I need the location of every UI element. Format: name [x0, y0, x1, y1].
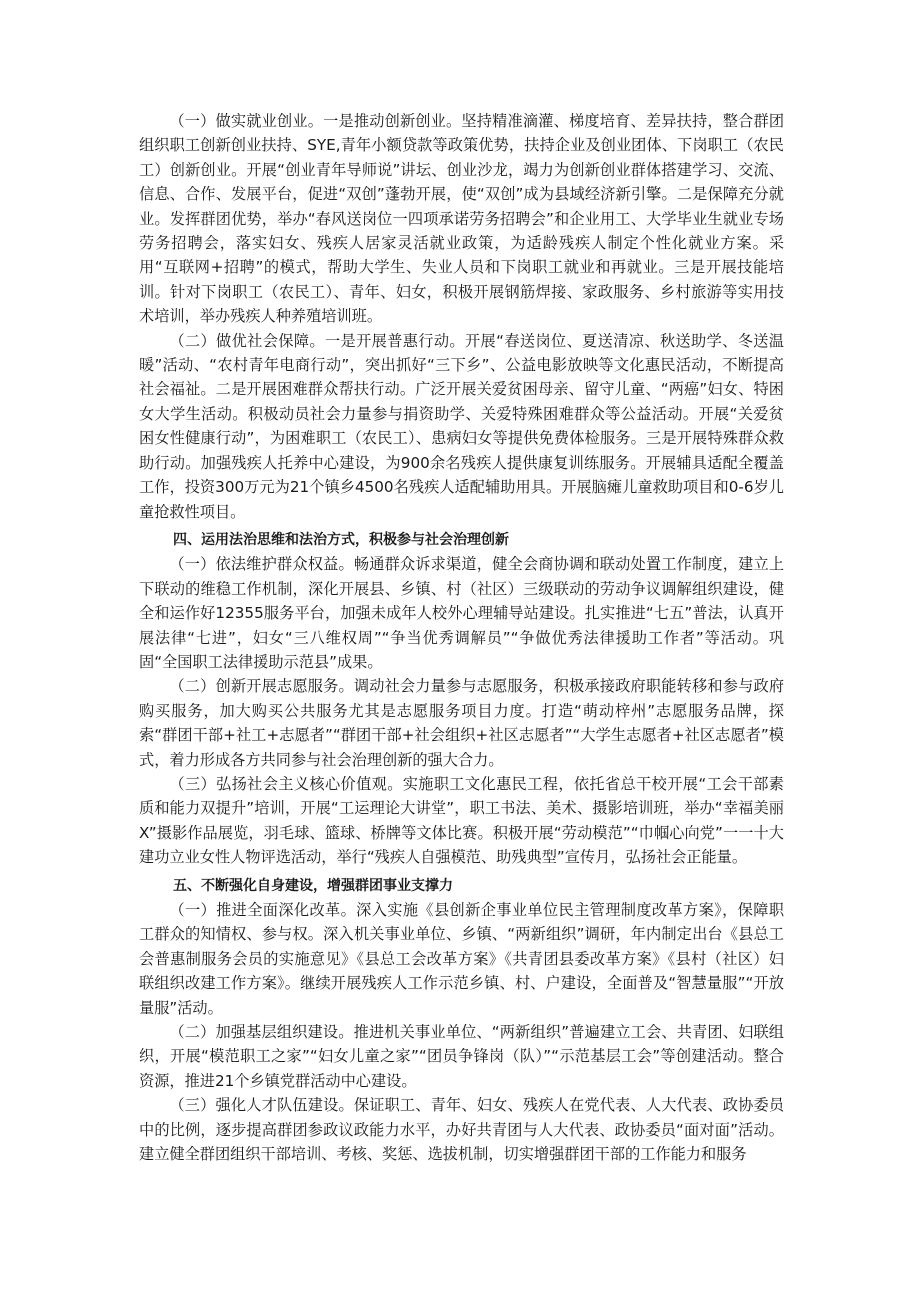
paragraph-text: 保证职工、青年、妇女、残疾人在党代表、人大代表、政协委员中的比例，逐步提高群团参政议政能力水平，办好共青团与人大代表、政协委员“面对面”活动。建立健全群团组织干部培训、考核、奖惩、选拔机制，切实增强群团干部的工作能力和服务 [139, 1096, 785, 1164]
paragraph-lead: （三）弘扬社会主义核心价值观。 [169, 774, 403, 793]
section-heading-4: 四、运用法治思维和法治方式，积极参与社会治理创新 [173, 531, 509, 548]
paragraph-text: 一是开展普惠行动。开展“春送岗位、夏送清凉、秋送助学、冬送温暖”活动、“农村青年电商行动”，突出抓好“三下乡”、公益电影放映等文化惠民活动，不断提高社会福祉。二是开展困难群众帮扶行动。广泛开展关爱贫困母亲、留守儿童、“两癌”妇女、特困女大学生活动。积极动员社会力量参与捐资助学、关爱特殊困难群众等公益活动。开展“关爱贫困女性健康行动”，为困难职工（农民工）、患病妇女等提供免费体检服务。三是开展特殊群众救助行动。加强残疾人托养中心建设，为900余名残疾人提供康复训练服务。开展辅具适配全覆盖工作，投资300万元为21个镇乡4500名残疾人适配辅助用具。开展脑瘫儿童救助项目和0-6岁儿童抢救性项目。 [139, 331, 784, 521]
paragraph-grassroots [139, 1020, 784, 1093]
paragraph-text: 实施职工文化惠民工程，依托省总干校开展“工会干部素质和能力双提升”培训，开展“工运理论大讲堂”，职工书法、美术、摄影培训班，举办“幸福美丽X”摄影作品展览，羽毛球、篮球、桥牌等文体比赛。积极开展“劳动模范”“巾帼心向党”一一十大建功立业女性人物评选活动，举行“残疾人自强模范、助残典型”宣传月，弘扬社会正能量。 [139, 774, 784, 867]
paragraph-values [139, 772, 784, 870]
paragraph-lead: （三）强化人才队伍建设。 [169, 1096, 354, 1115]
paragraph-text: 深入实施《县创新企事业单位民主管理制度改革方案》，保障职工群众的知情权、参与权。深入机关事业单位、乡镇、“两新组织”调研，年内制定出台《县总工会普惠制服务会员的实施意见》《县总工会改革方案》《共青团县委改革方案》《县村（社区）妇联组织改建工作方案》。继续开展残疾人工作示范乡镇、村、户建设，全面普及“智慧量服”“开放量服”活动。 [139, 901, 785, 1017]
paragraph-lead: （二）创新开展志愿服务。 [169, 677, 354, 696]
paragraph-text: 调动社会力量参与志愿服务，积极承接政府职能转移和参与政府购买服务，加大购买公共服务尤其是志愿服务项目力度。打造“萌动梓州”志愿服务品牌，探索“群团干部+社工+志愿者”“群团干部+社会组织+社区志愿者”“大学生志愿者+社区志愿者”模式，着力形成各方共同参与社会治理创新的强大合力。 [139, 677, 785, 769]
paragraph-text: 畅通群众诉求渠道，健全会商协调和联动处置工作制度，建立上下联动的维稳工作机制，深化开展县、乡镇、村（社区）三级联动的劳动争议调解组织建设，健全和运作好12355服务平台，加强未成年人校外心理辅导站建设。扎实推进“七五”普法，认真开展法律“七进”，妇女“三八维权周”“争当优秀调解员”“争做优秀法律援助工作者”等活动。巩固“全国职工法律援助示范县”成果。 [139, 555, 785, 671]
paragraph-volunteer [139, 674, 784, 772]
paragraph-social-security [139, 329, 784, 524]
paragraph-lead: （一）做实就业创业。 [169, 112, 324, 130]
section-heading-5: 五、不断强化自身建设，增强群团事业支撑力 [173, 877, 453, 894]
paragraph-lead: （一）推进全面深化改革。 [169, 901, 357, 919]
paragraph-lead: （二）做优社会保障。 [169, 331, 325, 350]
paragraph-lead: （二）加强基层组织建设。 [169, 1023, 354, 1042]
paragraph-text: 推进机关事业单位、“两新组织”普遍建立工会、共青团、妇联组织，开展“模范职工之家”“妇女儿童之家”“团员争锋岗（队）”“示范基层工会”等创建活动。整合资源，推进21个乡镇党群活动中心建设。 [139, 1023, 784, 1090]
paragraph-text: 一是推动创新创业。坚持精准滴灌、梯度培育、差异扶持，整合群团组织职工创新创业扶持、SYE,青年小额贷款等政策优势，扶持企业及创业团体、下岗职工（农民工）创新创业。开展“创业青年导师说”讲坛、创业沙龙，竭力为创新创业群体搭建学习、交流、信息、合作、发展平台，促进“双创”蓬勃开展，使“双创”成为县域经济新引擎。二是保障充分就业。发挥群团优势，举办“春风送岗位一四项承诺劳务招聘会”和企业用工、大学毕业生就业专场劳务招聘会，落实妇女、残疾人居家灵活就业政策，为适龄残疾人制定个性化就业方案。采用“互联网+招聘”的模式，帮助大学生、失业人员和下岗职工就业和再就业。三是开展技能培训。针对下岗职工（农民工）、青年、妇女，积极开展钢筋焊接、家政服务、乡村旅游等实用技术培训，举办残疾人种养殖培训班。 [139, 112, 785, 326]
paragraph-lead: （一）依法维护群众权益。 [169, 555, 354, 574]
paragraph-employment [139, 109, 784, 329]
paragraph-rights [139, 552, 784, 674]
paragraph-talent [139, 1093, 784, 1166]
paragraph-reform [139, 898, 784, 1020]
document-body [139, 109, 784, 1166]
